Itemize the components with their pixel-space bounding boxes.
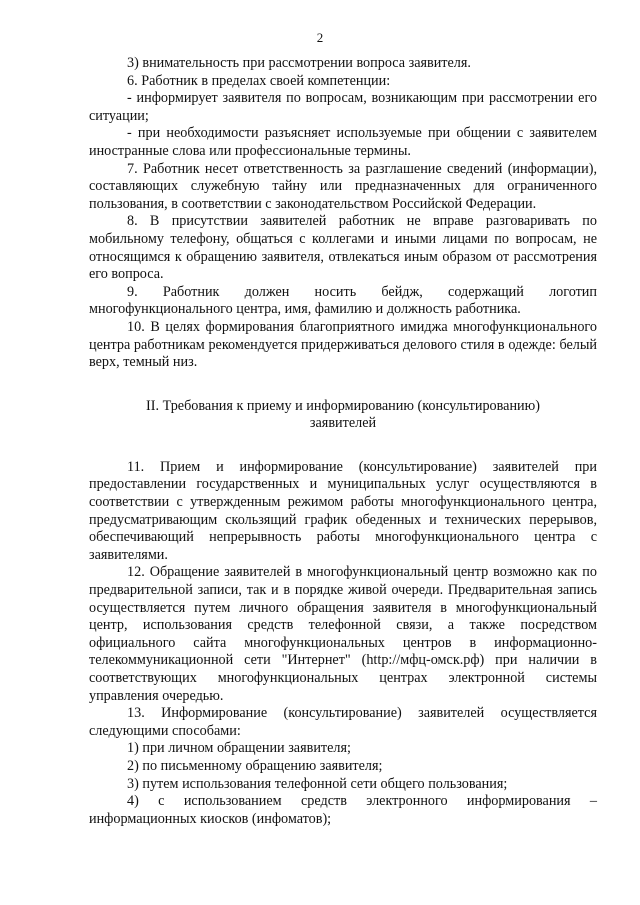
paragraph-6-bullet-1: - информирует заявителя по вопросам, возникающим при рассмотрении его ситуации; — [89, 90, 597, 124]
paragraph-item-3-attentiveness: 3) внимательность при рассмотрении вопроса заявителя. — [127, 55, 471, 71]
paragraph-7: 7. Работник несет ответственность за разглашение сведений (информации), составляющих служебную тайну или предназначенных для ограниченного пользования, в соответствии с законодательством Российской Федерации. — [89, 160, 597, 212]
paragraph-13-item-4: 4) с использованием средств электронного информирования – информационных киосков (инфоматов); — [89, 793, 597, 827]
paragraph-8: 8. В присутствии заявителей работник не вправе разговаривать по мобильному телефону, общаться с коллегами и иными лицами по вопросам, не относящимся к обращению заявителя, отвлекаться иным образом от рассмотрения его вопроса. — [89, 213, 597, 283]
paragraph-11: 11. Прием и информирование (консультирование) заявителей при предоставлении государственных и муниципальных услуг осуществляются в соответствии с утвержденным режимом работы многофункционального центра, предусматривающим скользящий график обеденных и технических перерывов, обеспечивающий непрерывность работы многофункционального центра с заявителями. — [89, 458, 597, 563]
paragraph-10: 10. В целях формирования благоприятного имиджа многофункционального центра работникам рекомендуется придерживаться делового стиля в одежде: белый верх, темный низ. — [89, 318, 597, 371]
section-heading: II. Требования к приему и информированию (консультированию) заявителей — [146, 397, 540, 432]
paragraph-9: 9. Работник должен носить бейдж, содержащий логотип многофункционального центра, имя, фамилию и должность работника. — [89, 283, 597, 318]
paragraph-12: 12. Обращение заявителей в многофункциональный центр возможно как по предварительной записи, так и в порядке живой очереди. Предварительная запись осуществляется путем личного обращения заявителя в многофункциональный центр, использования средств телефонной связи, а также посредством официального сайта многофункциональных центров в информационно-телекоммуникационной сети "Интернет" (http://мфц-омск.рф) при наличии в соответствующих многофункциональных центрах электронной системы управления очередью. — [89, 564, 597, 704]
paragraph-13-item-1: 1) при личном обращении заявителя; — [127, 740, 351, 757]
page-number: 2 — [316, 30, 324, 45]
paragraph-13-item-2: 2) по письменному обращению заявителя; — [127, 757, 383, 774]
paragraph-13: 13. Информирование (консультирование) заявителей осуществляется следующими способами: — [89, 705, 597, 739]
paragraph-6: 6. Работник в пределах своей компетенции: — [127, 72, 391, 89]
paragraph-13-item-3: 3) путем использования телефонной сети общего пользования; — [127, 775, 508, 792]
paragraph-6-bullet-2: - при необходимости разъясняет используемые при общении с заявителем иностранные слова или профессиональные термины. — [89, 125, 597, 159]
document-body — [89, 55, 597, 828]
